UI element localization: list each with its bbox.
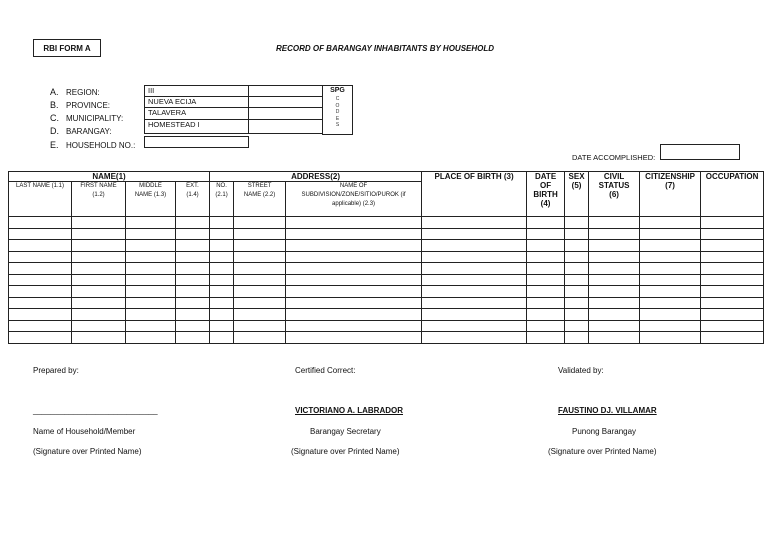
table-cell[interactable]	[72, 297, 126, 309]
table-cell[interactable]	[126, 309, 176, 321]
table-cell[interactable]	[589, 320, 640, 332]
table-cell[interactable]	[126, 320, 176, 332]
table-cell[interactable]	[234, 217, 286, 229]
table-cell[interactable]	[72, 263, 126, 275]
table-cell[interactable]	[565, 297, 589, 309]
field-label-municipality: C. MUNICIPALITY:	[50, 113, 124, 123]
table-cell[interactable]	[9, 251, 72, 263]
table-cell[interactable]	[701, 263, 764, 275]
table-cell[interactable]	[422, 251, 527, 263]
barangay-field[interactable]: HOMESTEAD I	[144, 119, 249, 134]
subheader-last-name: LAST NAME (1.1)	[9, 182, 72, 217]
table-cell[interactable]	[565, 320, 589, 332]
table-cell[interactable]	[234, 332, 286, 344]
table-cell[interactable]	[640, 228, 701, 240]
province-field[interactable]: NUEVA ECIJA	[144, 96, 249, 108]
table-cell[interactable]	[126, 263, 176, 275]
barangay-code-field[interactable]	[248, 119, 323, 134]
spg-codes-vertical: C O D E S	[335, 96, 340, 128]
field-label-region: A. REGION:	[50, 87, 100, 97]
table-cell[interactable]	[9, 297, 72, 309]
table-cell[interactable]	[565, 286, 589, 298]
header-sex: SEX (5)	[565, 172, 589, 217]
table-row	[9, 274, 764, 286]
table-cell[interactable]	[176, 309, 210, 321]
table-row	[9, 251, 764, 263]
table-cell[interactable]	[640, 240, 701, 252]
table-cell[interactable]	[640, 320, 701, 332]
table-cell[interactable]	[527, 309, 565, 321]
subheader-street: STREET NAME (2.2)	[234, 182, 286, 217]
certified-note: (Signature over Printed Name)	[291, 447, 400, 456]
table-cell[interactable]	[176, 274, 210, 286]
table-cell[interactable]	[640, 309, 701, 321]
table-cell[interactable]	[565, 332, 589, 344]
table-cell[interactable]	[589, 309, 640, 321]
table-cell[interactable]	[176, 217, 210, 229]
table-cell[interactable]	[701, 297, 764, 309]
table-cell[interactable]	[565, 263, 589, 275]
table-cell[interactable]	[176, 251, 210, 263]
table-cell[interactable]	[72, 286, 126, 298]
table-cell[interactable]	[286, 332, 422, 344]
table-cell[interactable]	[589, 240, 640, 252]
table-cell[interactable]	[9, 263, 72, 275]
table-cell[interactable]	[234, 320, 286, 332]
table-cell[interactable]	[422, 309, 527, 321]
table-cell[interactable]	[126, 251, 176, 263]
table-cell[interactable]	[565, 217, 589, 229]
header-date-of-birth: DATE OF BIRTH (4)	[527, 172, 565, 217]
table-cell[interactable]	[422, 286, 527, 298]
table-cell[interactable]	[527, 297, 565, 309]
table-cell[interactable]	[72, 251, 126, 263]
table-cell[interactable]	[640, 297, 701, 309]
table-cell[interactable]	[72, 332, 126, 344]
validated-by-label: Validated by:	[558, 366, 604, 375]
table-cell[interactable]	[286, 274, 422, 286]
form-title: RECORD OF BARANGAY INHABITANTS BY HOUSEHOLD	[275, 44, 495, 53]
field-label-barangay: D. BARANGAY:	[50, 126, 112, 136]
table-cell[interactable]	[176, 286, 210, 298]
date-accomplished-field[interactable]	[660, 144, 740, 160]
table-cell[interactable]	[565, 274, 589, 286]
table-row	[9, 240, 764, 252]
table-cell[interactable]	[234, 297, 286, 309]
table-cell[interactable]	[701, 332, 764, 344]
table-cell[interactable]	[286, 263, 422, 275]
table-cell[interactable]	[9, 309, 72, 321]
table-cell[interactable]	[9, 240, 72, 252]
table-cell[interactable]	[126, 228, 176, 240]
subheader-no: NO. (2.1)	[210, 182, 234, 217]
spg-codes-box	[322, 85, 353, 135]
table-cell[interactable]	[640, 217, 701, 229]
table-cell[interactable]	[565, 240, 589, 252]
table-cell[interactable]	[565, 309, 589, 321]
region-field[interactable]: III	[144, 85, 249, 97]
table-cell[interactable]	[126, 240, 176, 252]
table-cell[interactable]	[527, 251, 565, 263]
table-cell[interactable]	[234, 286, 286, 298]
table-cell[interactable]	[234, 263, 286, 275]
certified-correct-label: Certified Correct:	[295, 366, 356, 375]
table-cell[interactable]	[422, 228, 527, 240]
table-cell[interactable]	[210, 286, 234, 298]
table-cell[interactable]	[701, 320, 764, 332]
table-cell[interactable]	[701, 217, 764, 229]
table-cell[interactable]	[640, 274, 701, 286]
table-cell[interactable]	[589, 251, 640, 263]
prepared-by-role: Name of Household/Member	[33, 427, 136, 436]
table-cell[interactable]	[210, 217, 234, 229]
table-cell[interactable]	[640, 263, 701, 275]
table-cell[interactable]	[176, 228, 210, 240]
table-cell[interactable]	[422, 240, 527, 252]
table-cell[interactable]	[210, 309, 234, 321]
table-cell[interactable]	[126, 286, 176, 298]
table-cell[interactable]	[210, 332, 234, 344]
validated-name: FAUSTINO DJ. VILLAMAR	[558, 406, 657, 415]
table-cell[interactable]	[527, 286, 565, 298]
table-cell[interactable]	[589, 274, 640, 286]
table-cell[interactable]	[126, 297, 176, 309]
table-cell[interactable]	[589, 297, 640, 309]
table-cell[interactable]	[701, 251, 764, 263]
table-cell[interactable]	[176, 332, 210, 344]
form-code-box: RBI FORM A	[33, 39, 101, 57]
table-cell[interactable]	[701, 228, 764, 240]
table-cell[interactable]	[9, 274, 72, 286]
table-cell[interactable]	[72, 228, 126, 240]
certified-role: Barangay Secretary	[310, 427, 381, 436]
table-cell[interactable]	[176, 320, 210, 332]
header-address: ADDRESS(2)	[210, 172, 422, 182]
table-cell[interactable]	[126, 217, 176, 229]
table-cell[interactable]	[234, 251, 286, 263]
validated-note: (Signature over Printed Name)	[548, 447, 657, 456]
table-cell[interactable]	[286, 228, 422, 240]
table-cell[interactable]	[126, 332, 176, 344]
table-cell[interactable]	[126, 274, 176, 286]
table-cell[interactable]	[640, 332, 701, 344]
prepared-by-label: Prepared by:	[33, 366, 79, 375]
table-row	[9, 332, 764, 344]
header-occupation: OCCUPATION	[701, 172, 764, 217]
table-cell[interactable]	[72, 240, 126, 252]
table-cell[interactable]	[72, 320, 126, 332]
inhabitants-table	[8, 171, 764, 344]
table-cell[interactable]	[9, 217, 72, 229]
prepared-by-signature-line: ____________________________	[33, 406, 158, 415]
table-cell[interactable]	[9, 320, 72, 332]
municipality-field[interactable]: TALAVERA	[144, 107, 249, 120]
table-row	[9, 320, 764, 332]
table-cell[interactable]	[9, 332, 72, 344]
table-cell[interactable]	[210, 251, 234, 263]
table-cell[interactable]	[422, 297, 527, 309]
subheader-middle-name: MIDDLE NAME (1.3)	[126, 182, 176, 217]
table-cell[interactable]	[422, 320, 527, 332]
validated-role: Punong Barangay	[572, 427, 637, 436]
table-cell[interactable]	[527, 228, 565, 240]
table-cell[interactable]	[640, 286, 701, 298]
table-cell[interactable]	[234, 274, 286, 286]
table-cell[interactable]	[72, 217, 126, 229]
table-cell[interactable]	[210, 228, 234, 240]
table-cell[interactable]	[286, 286, 422, 298]
table-cell[interactable]	[286, 297, 422, 309]
table-cell[interactable]	[286, 309, 422, 321]
table-cell[interactable]	[176, 240, 210, 252]
table-cell[interactable]	[422, 274, 527, 286]
certified-name: VICTORIANO A. LABRADOR	[295, 406, 403, 415]
header-civil-status: CIVIL STATUS (6)	[589, 172, 640, 217]
table-cell[interactable]	[527, 274, 565, 286]
table-cell[interactable]	[640, 251, 701, 263]
table-cell[interactable]	[565, 251, 589, 263]
table-cell[interactable]	[72, 309, 126, 321]
table-cell[interactable]	[234, 309, 286, 321]
table-cell[interactable]	[527, 217, 565, 229]
table-row	[9, 263, 764, 275]
table-cell[interactable]	[422, 217, 527, 229]
table-cell[interactable]	[176, 263, 210, 275]
table-cell[interactable]	[9, 228, 72, 240]
table-cell[interactable]	[589, 286, 640, 298]
table-cell[interactable]	[210, 274, 234, 286]
table-cell[interactable]	[210, 240, 234, 252]
table-cell[interactable]	[286, 251, 422, 263]
prepared-by-note: (Signature over Printed Name)	[33, 447, 142, 456]
table-row	[9, 309, 764, 321]
table-cell[interactable]	[9, 286, 72, 298]
table-cell[interactable]	[527, 240, 565, 252]
table-cell[interactable]	[589, 217, 640, 229]
table-cell[interactable]	[527, 263, 565, 275]
subheader-subdivision: NAME OF SUBDIVISION/ZONE/SITIO/PUROK (if applicable) (2.3)	[286, 182, 422, 217]
subheader-first-name: FIRST NAME (1.2)	[72, 182, 126, 217]
table-cell[interactable]	[286, 217, 422, 229]
table-cell[interactable]	[589, 263, 640, 275]
field-label-household-no: E. HOUSEHOLD NO.:	[50, 140, 136, 150]
spg-label: SPG	[330, 87, 345, 94]
table-cell[interactable]	[234, 240, 286, 252]
table-cell[interactable]	[176, 297, 210, 309]
table-cell[interactable]	[72, 274, 126, 286]
table-cell[interactable]	[589, 228, 640, 240]
table-row	[9, 297, 764, 309]
table-cell[interactable]	[234, 228, 286, 240]
table-cell[interactable]	[589, 332, 640, 344]
table-cell[interactable]	[527, 332, 565, 344]
table-cell[interactable]	[422, 263, 527, 275]
header-place-of-birth: PLACE OF BIRTH (3)	[422, 172, 527, 217]
table-cell[interactable]	[210, 297, 234, 309]
table-row	[9, 286, 764, 298]
field-label-province: B. PROVINCE:	[50, 100, 111, 110]
table-cell[interactable]	[701, 309, 764, 321]
table-cell[interactable]	[210, 263, 234, 275]
table-cell[interactable]	[422, 332, 527, 344]
subheader-ext: EXT. (1.4)	[176, 182, 210, 217]
table-cell[interactable]	[701, 286, 764, 298]
table-cell[interactable]	[701, 274, 764, 286]
table-cell[interactable]	[527, 320, 565, 332]
table-row	[9, 228, 764, 240]
table-cell[interactable]	[210, 320, 234, 332]
header-citizenship: CITIZENSHIP (7)	[640, 172, 701, 217]
table-cell[interactable]	[286, 320, 422, 332]
date-accomplished-label: DATE ACCOMPLISHED:	[572, 153, 656, 162]
household-no-field[interactable]	[144, 136, 249, 148]
table-row	[9, 217, 764, 229]
table-cell[interactable]	[565, 228, 589, 240]
header-name: NAME(1)	[9, 172, 210, 182]
table-cell[interactable]	[286, 240, 422, 252]
table-cell[interactable]	[701, 240, 764, 252]
